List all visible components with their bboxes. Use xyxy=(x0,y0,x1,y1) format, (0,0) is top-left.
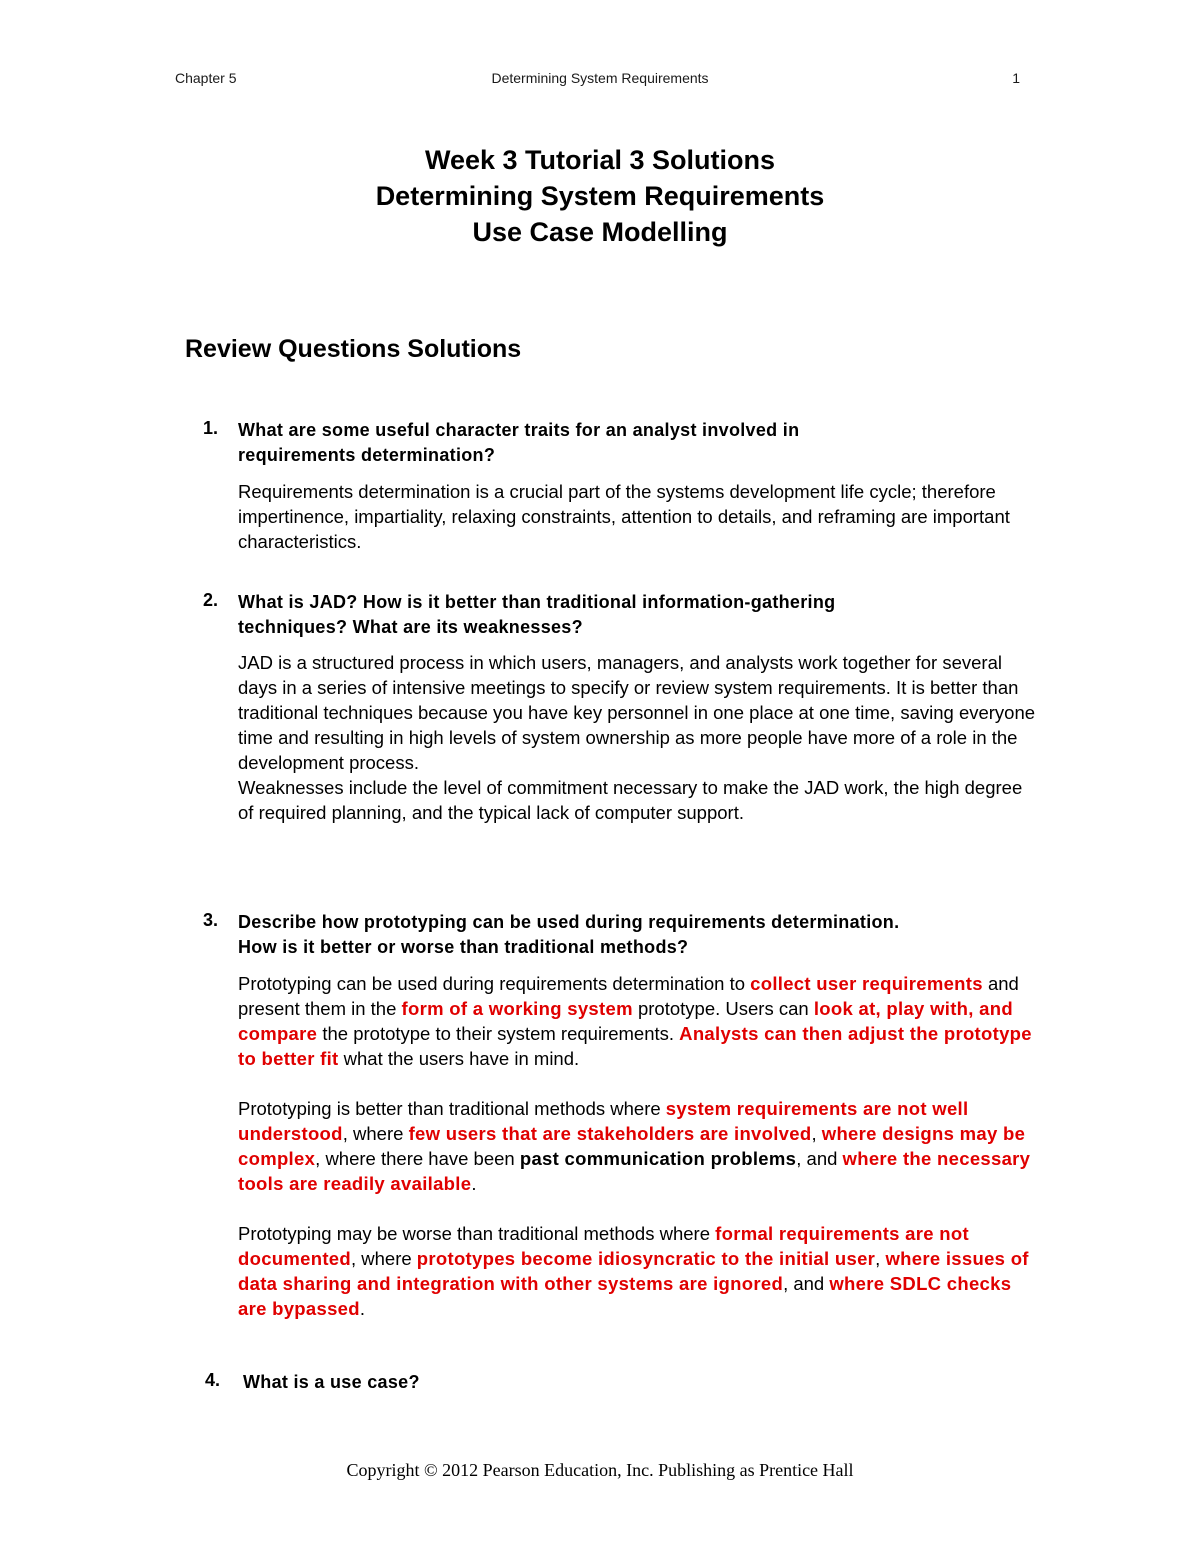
text-run: , and xyxy=(783,1273,830,1294)
title-line-2: Determining System Requirements xyxy=(375,181,825,211)
answer-paragraph: JAD is a structured process in which users, managers, and analysts work together for several days in a series of intensive meetings to specify or review system requirements. It is better than traditional techniques because you have key personnel in one place at one time, saving everyone time and resulting in high levels of system ownership as more people have more of a role in the development process. xyxy=(238,652,1036,773)
text-run: prototype. Users can xyxy=(632,998,814,1019)
question-number: 3. xyxy=(203,910,219,930)
text-run: Prototyping is better than traditional methods where xyxy=(238,1098,666,1119)
title-line-3: Use Case Modelling xyxy=(472,217,728,247)
answer-paragraph xyxy=(238,1096,1038,1196)
highlight-run: collect user requirements xyxy=(750,973,983,994)
text-run: , where xyxy=(350,1248,417,1269)
question-number: 1. xyxy=(203,418,219,438)
text-run: , where there have been xyxy=(315,1148,520,1169)
answer-text xyxy=(238,650,1038,825)
text-run: Prototyping can be used during requirements determination to xyxy=(238,973,751,994)
highlight-run: Analysts can then adjust the prototype to better fit xyxy=(238,1023,1032,1069)
bold-run: past communication problems xyxy=(519,1148,797,1169)
question-line: Describe how prototyping can be used during requirements determination. xyxy=(238,912,900,932)
question-text xyxy=(238,418,1028,468)
highlight-run: where SDLC checks are bypassed xyxy=(238,1273,1012,1319)
text-run: . xyxy=(471,1173,477,1194)
answer-text xyxy=(238,971,1038,1321)
highlight-run: prototypes become idiosyncratic to the initial user xyxy=(416,1248,876,1269)
header-chapter: Chapter 5 xyxy=(175,70,237,86)
answer-paragraph: Requirements determination is a crucial part of the systems development life cycle; therefore impertinence, impartiality, relaxing constraints, attention to details, and reframing are important characteristics. xyxy=(238,481,1010,552)
text-run: , and xyxy=(796,1148,843,1169)
question-line: requirements determination? xyxy=(238,445,496,465)
text-run: . xyxy=(359,1298,366,1319)
text-run: what the users have in mind. xyxy=(338,1048,580,1069)
text-run: the prototype to their system requirements. xyxy=(317,1023,680,1044)
document-title xyxy=(0,142,1200,250)
text-run: , xyxy=(875,1248,886,1269)
question-number: 4. xyxy=(205,1370,221,1390)
text-run: , where xyxy=(342,1123,409,1144)
question-line: What is JAD? How is it better than traditional information-gathering xyxy=(238,592,836,612)
answer-paragraph xyxy=(238,971,1038,1071)
page-footer: Copyright © 2012 Pearson Education, Inc. Publishing as Prentice Hall xyxy=(346,1460,854,1480)
highlight-run: formal requirements are not documented xyxy=(238,1223,969,1269)
highlight-run: where the necessary tools are readily available xyxy=(238,1148,1031,1194)
question-number: 2. xyxy=(203,590,219,610)
text-run: and present them in the xyxy=(238,973,1019,1019)
header-page-number: 1 xyxy=(1012,70,1020,86)
section-heading: Review Questions Solutions xyxy=(185,335,522,363)
answer-paragraph xyxy=(238,1221,1038,1321)
question-line: techniques? What are its weaknesses? xyxy=(238,617,583,637)
question-line: How is it better or worse than traditional methods? xyxy=(238,937,689,957)
highlight-run: look at, play with, and compare xyxy=(238,998,1013,1044)
highlight-run: where designs may be complex xyxy=(238,1123,1026,1169)
text-run: , xyxy=(811,1123,822,1144)
text-run: Prototyping may be worse than traditional methods where xyxy=(238,1223,716,1244)
highlight-run: form of a working system xyxy=(401,998,633,1019)
answer-text xyxy=(238,479,1038,554)
question-text: What is a use case? xyxy=(243,1372,420,1392)
question-line: What are some useful character traits for an analyst involved in xyxy=(238,420,800,440)
question-text xyxy=(238,910,1028,960)
header-title: Determining System Requirements xyxy=(491,70,709,86)
answer-paragraph: Weaknesses include the level of commitment necessary to make the JAD work, the high degree of required planning, and the typical lack of computer support. xyxy=(238,777,1023,823)
highlight-run: system requirements are not well understood xyxy=(238,1098,969,1144)
question-text xyxy=(238,590,1028,640)
page-header xyxy=(175,70,1025,92)
highlight-run: where issues of data sharing and integration with other systems are ignored xyxy=(238,1248,1029,1294)
highlight-run: few users that are stakeholders are involved xyxy=(408,1123,812,1144)
title-line-1: Week 3 Tutorial 3 Solutions xyxy=(424,145,776,175)
